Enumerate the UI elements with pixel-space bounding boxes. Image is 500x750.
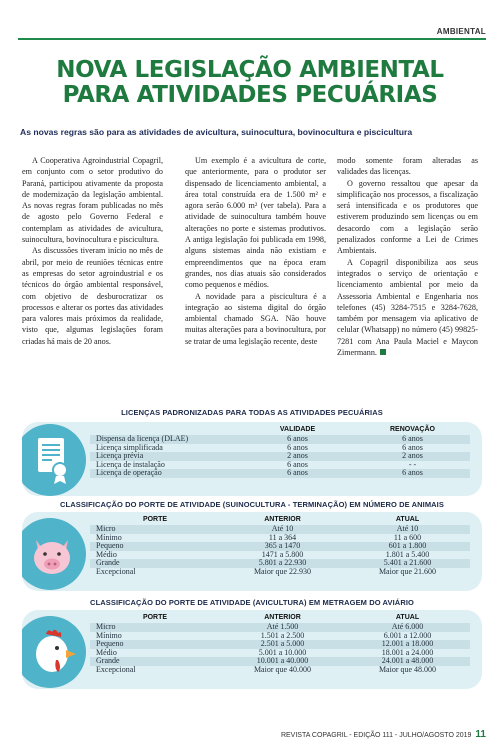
table-cell: Mínimo (96, 630, 122, 640)
table-cell: 365 a 1470 (220, 542, 345, 551)
paragraph (337, 257, 478, 359)
table-cell: Licença simplificada (96, 442, 163, 452)
table-cell: 6 anos (402, 442, 423, 452)
table-cell: Excepcional (96, 566, 136, 576)
licenses-table (90, 424, 470, 478)
table-cell: Médio (96, 549, 117, 559)
column-3 (337, 155, 478, 358)
table-cell: 2 anos (355, 452, 470, 461)
article-title (0, 58, 500, 108)
table-row (90, 666, 470, 675)
table-row (90, 469, 470, 478)
swine-table (90, 514, 470, 577)
page-footer (281, 729, 486, 740)
pig-icon (22, 518, 86, 590)
table-cell: 601 a 1.800 (345, 542, 470, 551)
table-title: CLASSIFICAÇÃO DO PORTE DE ATIVIDADE (AVICULTURA) EM METRAGEM DO AVIÁRIO (90, 598, 414, 607)
table-cell: 18.001 a 24.000 (381, 647, 434, 657)
table-cell: Até 1.500 (220, 623, 345, 632)
table-cell: 6 anos (240, 469, 355, 478)
title-line-1: NOVA LEGISLAÇÃO AMBIENTAL (56, 57, 444, 83)
table-cell: 5.801 a 22.930 (220, 559, 345, 568)
table-cell: Licença prévia (90, 452, 240, 461)
page-number: 11 (475, 729, 486, 740)
table-cell: 2 anos (240, 452, 355, 461)
paragraph: As discussões tiveram início no mês de abril, por meio de reuniões técnicas entre as empresas do setor agroindustrial e os técnicos do órgão ambiental responsável, com objetivo de desburocratizar os processos e alterar os portes das atividades para valores mais próximos da realidade, visto que, algumas legislações foram criadas há mais de 20 anos. (22, 246, 163, 346)
table-cell: 1.801 a 5.400 (385, 549, 430, 559)
column-1 (22, 155, 163, 347)
column-2 (185, 155, 326, 347)
table-panel (22, 610, 482, 689)
paragraph: O governo ressaltou que apesar da simplificação nos processos, a fiscalização será intensificada e os produtores que estiverem produzindo sem licenças ou em desacordo com a legislação serão penalizados conforme a Lei de Crimes Ambientais. (337, 178, 478, 256)
title-line-2: PARA ATIVIDADES PECUÁRIAS (62, 82, 438, 108)
table-cell: 5.001 a 10.000 (258, 647, 307, 657)
table-cell: 2.501 a 5.000 (220, 640, 345, 649)
table-cell: Maior que 22.930 (253, 566, 312, 576)
end-mark (380, 349, 386, 355)
table-cell: Até 10 (220, 525, 345, 534)
table-cell: Licença de operação (90, 469, 240, 478)
table-cell: 5.401 a 21.600 (345, 559, 470, 568)
table-cell: 6 anos (355, 469, 470, 478)
paragraph: A Cooperativa Agroindustrial Copagril, em conjunto com o setor produtivo do Paraná, participou ativamente da proposta de modernização da legislação ambiental. As novas regras foram publicadas no mês de agosto pelo Governo Federal e contemplam as atividades de avicultura, suinocultura, bovinocultura e piscicultura. (22, 156, 163, 245)
paragraph-text: A Copagril disponibiliza aos seus integrados o serviço de orientação e licenciamento ambiental por meio da Assessoria Ambiental e Engenharia nos telefones (45) 3284-7515 e 3284-7628, também por mensagem via aplicativo de celular (Whatsapp) no número (45) 99825-7281 com Ana Paula Maciel e Maycon Zimermann. (337, 257, 478, 358)
table-cell: Pequeno (90, 542, 220, 551)
document-icon (22, 424, 86, 496)
table-cell: 6 anos (287, 459, 308, 469)
poultry-table (90, 612, 470, 675)
section-tag: AMBIENTAL (436, 27, 486, 36)
paragraph: modo somente foram alteradas as validades das licenças. (337, 156, 478, 177)
table-cell: Até 10 (345, 525, 470, 534)
table-cell: Excepcional (96, 664, 136, 674)
table-cell: Mínimo (96, 532, 122, 542)
header-cell: VALIDADE (279, 426, 316, 433)
header-cell: PORTE (142, 516, 168, 523)
table-cell: Até 6.000 (345, 623, 470, 632)
header-cell: ATUAL (395, 614, 420, 621)
table-cell: Médio (96, 647, 117, 657)
table-cell: Dispensa da licença (DLAE) (90, 435, 240, 444)
table-cell: Micro (90, 623, 220, 632)
table-cell: 6.001 a 12.000 (383, 630, 432, 640)
table-cell: Micro (90, 525, 220, 534)
table-cell: Grande (90, 657, 220, 666)
article-body (22, 155, 482, 370)
table-cell: 11 a 364 (268, 532, 297, 542)
table-panel (22, 422, 482, 496)
table-cell: 10.001 a 40.000 (220, 657, 345, 666)
table-cell: - - (408, 459, 417, 469)
table-cell: 6 anos (355, 435, 470, 444)
header-cell: ANTERIOR (264, 614, 301, 621)
article-subtitle: As novas regras são para as atividades de avicultura, suinocultura, bovinocultura e piscicultura (20, 127, 413, 137)
table-cell: 11 a 600 (393, 532, 422, 542)
header-cell: RENOVAÇÃO (390, 426, 435, 433)
table-panel (22, 512, 482, 591)
table-cell: Maior que 21.600 (378, 566, 437, 576)
table-cell: Pequeno (90, 640, 220, 649)
header-cell: ANTERIOR (264, 516, 301, 523)
table-title: LICENÇAS PADRONIZADAS PARA TODAS AS ATIVIDADES PECUÁRIAS (121, 408, 383, 417)
table-cell: 24.001 a 48.000 (345, 657, 470, 666)
footer-text: REVISTA COPAGRIL - EDIÇÃO 111 - JULHO/AGOSTO 2019 (280, 732, 472, 739)
table-cell: 6 anos (287, 442, 308, 452)
table-cell: Licença de instalação (96, 459, 165, 469)
table-cell: 1471 a 5.800 (261, 549, 304, 559)
table-cell: 1.501 a 2.500 (260, 630, 305, 640)
paragraph: A novidade para a piscicultura é a integração ao sistema digital do órgão ambiental chamado SGA. Não houve muitas alterações para a bovinocultura, por se tratar de uma legislação recente, deste (185, 291, 326, 346)
chicken-icon (22, 616, 86, 688)
table-cell: Maior que 40.000 (253, 664, 312, 674)
table-cell: Grande (90, 559, 220, 568)
table-cell: 12.001 a 18.000 (345, 640, 470, 649)
table-cell: Maior que 48.000 (378, 664, 437, 674)
table-title: CLASSIFICAÇÃO DO PORTE DE ATIVIDADE (SUINOCULTURA - TERMINAÇÃO) EM NÚMERO DE ANIMAIS (60, 500, 444, 509)
section-rule (18, 38, 486, 40)
paragraph: Um exemplo é a avicultura de corte, que anteriormente, para o produtor ser dispensado de licenciamento ambiental, a área total construída era de 1.500 m² e agora serão 6.000 m² (ver tabela). Para a atividade de suinocultura também houve alterações no porte e sistemas produtivos. A antiga legislação foi publicada em 1998, alguns sistemas ainda não existiam e empreendimentos que na época eram grandes, nos dias atuais são considerados como pequenos e médios. (185, 156, 326, 290)
table-row (90, 568, 470, 577)
table-cell: 6 anos (240, 435, 355, 444)
header-cell: ATUAL (395, 516, 420, 523)
header-cell: PORTE (142, 614, 168, 621)
